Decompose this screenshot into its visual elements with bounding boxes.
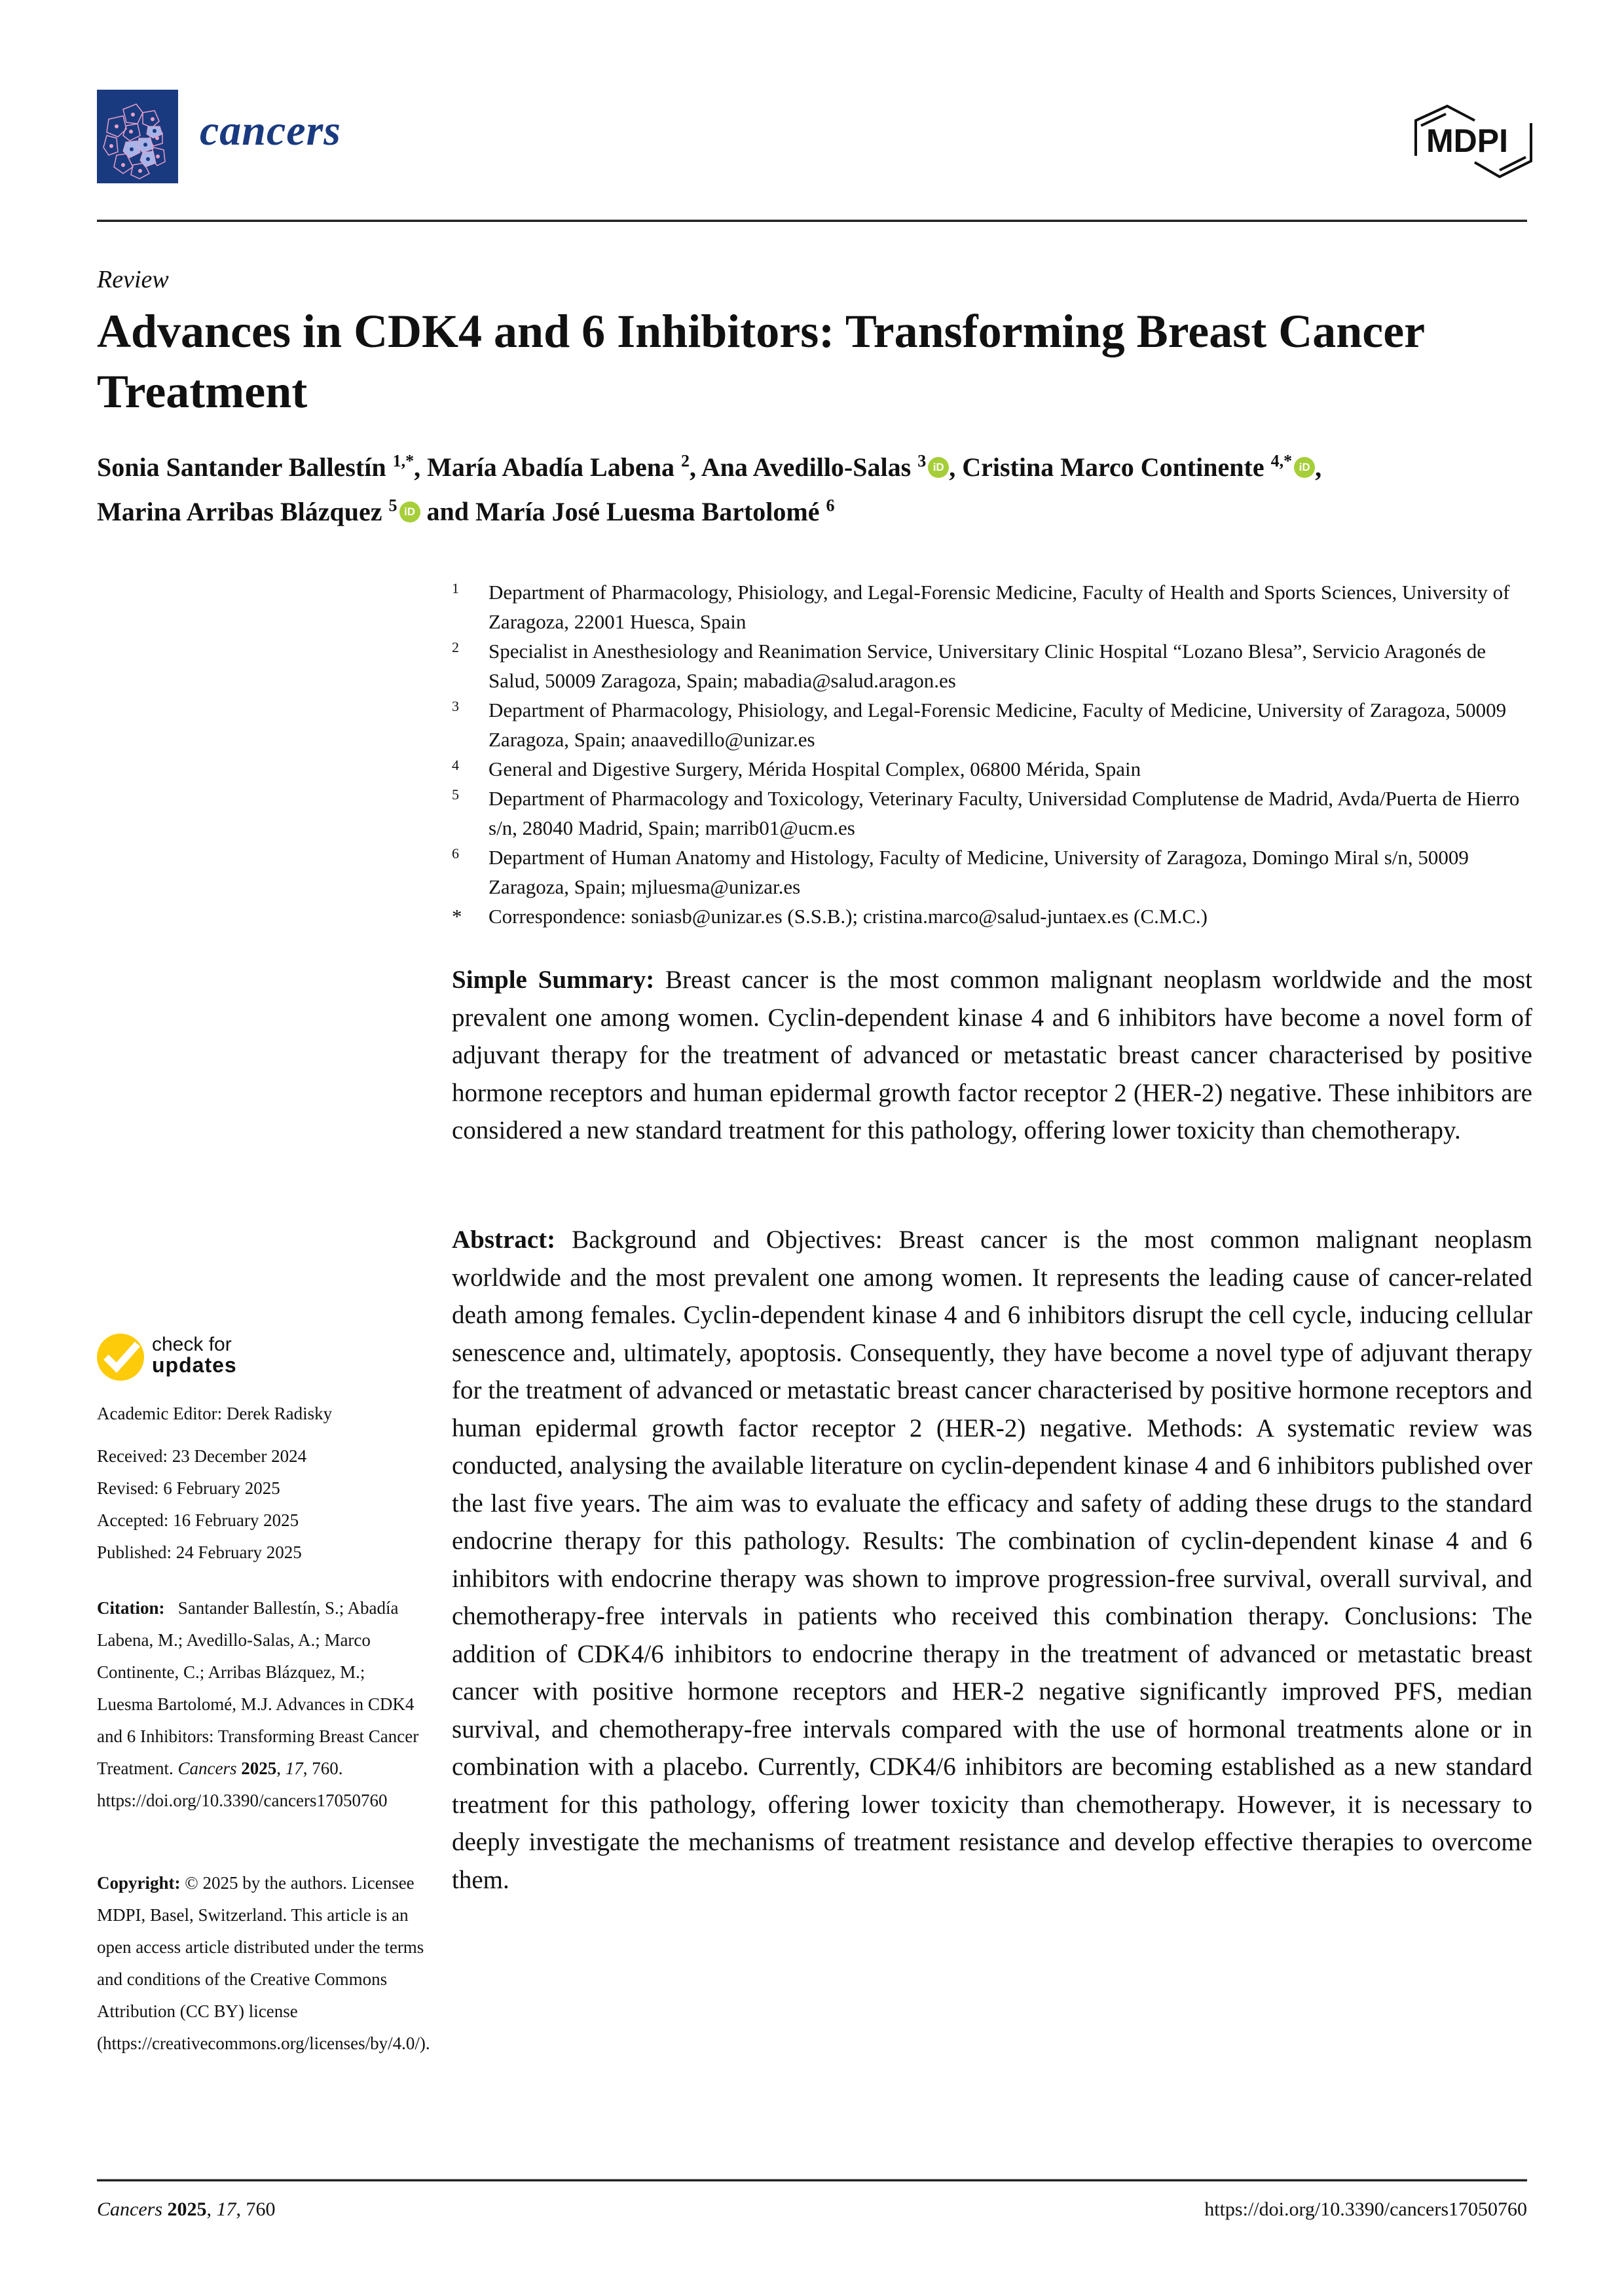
abstract-text: Background and Objectives: Breast cancer is the most common malignant neoplasm worldwide and the most prevalent one among women. It represents the leading cause of cancer-related death among females. Cyclin-dependent kinase 4 and 6 inhibitors disrupt the cell cycle, inducing cellular senescence and, ultimately, apoptosis. Consequently, they have become a novel type of adjuvant therapy for the treatment of advanced or metastatic breast cancer characterised by positive hormone receptors and human epidermal growth factor receptor 2 (HER-2) negative. Methods: A systematic review was conducted, analysing the available literature on cyclin-dependent kinase 4 and 6 inhibitors published over the last five years. The aim was to evaluate the efficacy and safety of adding these drugs to the standard endocrine therapy for this pathology. Results: The combination of cyclin-dependent kinase 4 and 6 inhibitors with endocrine therapy was shown to improve progression-free survival, overall survival, and chemotherapy-free intervals in patients who received this combination therapy. Conclusions: The addition of CDK4/6 inhibitors to endocrine therapy in the treatment of advanced or metastatic breast cancer with positive hormone receptors and HER-2 negative significantly improved PFS, median survival, and chemotherapy-free intervals compared with the use of hormonal treatments alone or in combination with a placebo. Currently, CDK4/6 inhibitors are becoming established as a new standard treatment for this pathology, offering lower toxicity than chemotherapy. However, it is necessary to deeply investigate the mechanisms of treatment resistance and develop effective therapies to overcome them. [452, 1226, 1532, 1894]
citation: Citation: Santander Ballestín, S.; Abadía Labena, M.; Avedillo-Salas, A.; Marco Continente, C.; Arribas Blázquez, M.; Luesma Bartolomé, M.J. Advances in CDK4 and 6 Inhibitors: Transforming Breast Cancer Treatment. Cancers 2025, 17, 760. https://doi.org/10.3390/cancers17050760 [97, 1598, 419, 1810]
journal-logo[interactable] [97, 90, 178, 183]
date-received: Received: 23 December 2024 [97, 1446, 307, 1466]
footer-divider [97, 2179, 1527, 2181]
article-type: Review [97, 266, 169, 293]
affiliation-item: 5 Department of Pharmacology and Toxicology, Veterinary Faculty, Universidad Complutense de Madrid, Avda/Puerta de Hierro s/n, 28040 Madrid, Spain; marrib01@ucm.es [452, 786, 1520, 839]
cells-logo-icon [97, 90, 178, 183]
date-accepted: Accepted: 16 February 2025 [97, 1510, 299, 1530]
check-icon [97, 1334, 144, 1381]
orcid-icon[interactable]: iD [928, 457, 949, 478]
affiliations [452, 577, 1532, 931]
author[interactable]: María José Luesma Bartolomé $^6$ [475, 496, 835, 526]
simple-summary-text: Breast cancer is the most common malignant neoplasm worldwide and the most prevalent one among women. Cyclin-dependent kinase 4 and 6 inhibitors have become a novel form of adjuvant therapy for the treatment of advanced or metastatic breast cancer characterised by positive hormone receptors and human epidermal growth factor receptor 2 (HER-2) negative. These inhibitors are considered a new standard treatment for this pathology, offering lower toxicity than chemotherapy. [452, 966, 1532, 1144]
mdpi-logo[interactable] [1401, 105, 1532, 183]
abstract [452, 1221, 1532, 1899]
author[interactable]: Marina Arribas Blázquez $^5$ [97, 496, 397, 526]
journal-name[interactable]: cancers [200, 107, 341, 155]
orcid-icon[interactable]: iD [1294, 457, 1315, 478]
article-title: Advances in CDK4 and 6 Inhibitors: Transforming Breast Cancer Treatment [97, 305, 1424, 418]
svg-text:MDPI: MDPI [1426, 122, 1508, 159]
license-text[interactable]: © 2025 by the authors. Licensee MDPI, Basel, Switzerland. This article is an open access article distributed under the terms and conditions of the Creative Commons Attribution (CC BY) license (https://creativecommons.org/licenses/by/4.0/). [97, 1873, 430, 2053]
article-dates [97, 1440, 424, 1569]
affiliation-item: 6 Department of Human Anatomy and Histology, Faculty of Medicine, University of Zaragoza, Domingo Miral s/n, 50009 Zaragoza, Spain; mjluesma@unizar.es [452, 845, 1469, 898]
academic-editor: Academic Editor: Derek Radisky [97, 1404, 333, 1423]
affiliation-item: 1 Department of Pharmacology, Phisiology, and Legal-Forensic Medicine, Faculty of Health and Sports Sciences, University of Zaragoza, 22001 Huesca, Spain [452, 580, 1510, 633]
affiliation-item: 3 Department of Pharmacology, Phisiology, and Legal-Forensic Medicine, Faculty of Medicine, University of Zaragoza, 50009 Zaragoza, Spain; anaavedillo@unizar.es [452, 698, 1507, 751]
footer-citation: Cancers 2025, 17, 760 [97, 2198, 276, 2220]
affiliation-item: 4 General and Digestive Surgery, Mérida Hospital Complex, 06800 Mérida, Spain [452, 757, 1141, 780]
simple-summary-label: Simple Summary: [452, 966, 655, 994]
mdpi-hexagon-icon [1401, 105, 1532, 183]
date-published: Published: 24 February 2025 [97, 1542, 302, 1562]
copyright: Copyright: © 2025 by the authors. Licensee MDPI, Basel, Switzerland. This article is an open access article distributed under the terms and conditions of the Creative Commons Attribution (CC BY) license (https://creativecommons.org/licenses/by/4.0/). [97, 1873, 430, 2053]
header-divider [97, 219, 1527, 222]
footer-doi-link[interactable]: https://doi.org/10.3390/cancers17050760 [1204, 2198, 1527, 2220]
abstract-label: Abstract: [452, 1226, 556, 1254]
citation-doi-link[interactable]: , 760. https://doi.org/10.3390/cancers17050760 [97, 1758, 388, 1810]
author-list: Sonia Santander Ballestín $^{1,*}$, María Abadía Labena $^2$, Ana Avedillo-Salas $^3$ iD , Cristina Marco Continente $^{4,*}$ iD , Marina Arribas Blázquez $^5$ iD and María José Luesma Bartolomé $^6$ [97, 452, 1322, 526]
author[interactable]: Cristina Marco Continente $^{4,*}$ [962, 452, 1293, 483]
correspondence: * Correspondence: soniasb@unizar.es (S.S.B.); cristina.marco@salud-juntaex.es (C.M.C.) [452, 905, 1208, 928]
orcid-icon[interactable]: iD [399, 501, 420, 522]
author[interactable]: Ana Avedillo-Salas $^3$ [701, 452, 927, 483]
author[interactable]: Sonia Santander Ballestín $^{1,*}$ [97, 452, 415, 483]
check-for-updates-button[interactable]: check for updates [97, 1332, 326, 1385]
affiliation-item: 2 Specialist in Anesthesiology and Reanimation Service, Universitary Clinic Hospital “Lozano Blesa”, Servicio Aragonés de Salud, 50009 Zaragoza, Spain; mabadia@salud.aragon.es [452, 639, 1486, 692]
date-revised: Revised: 6 February 2025 [97, 1478, 280, 1498]
author[interactable]: María Abadía Labena $^2$ [427, 452, 690, 483]
simple-summary [452, 961, 1532, 1150]
